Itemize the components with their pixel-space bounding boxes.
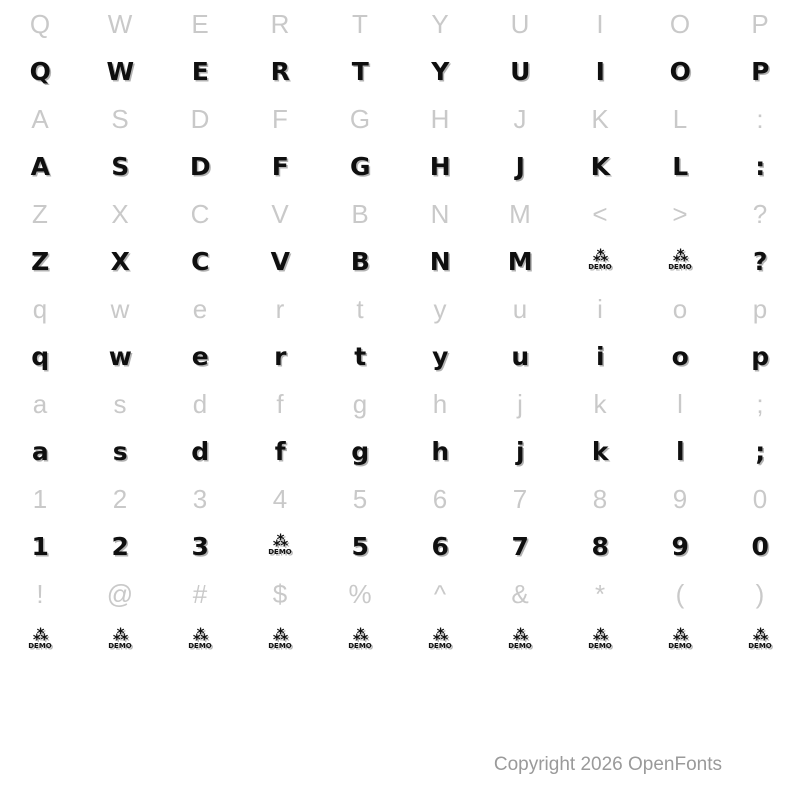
glyph-cell: G: [349, 152, 371, 181]
glyph-cell: o: [672, 294, 688, 324]
glyph-row-reference: [0, 95, 800, 143]
glyph-cell: (: [675, 579, 685, 609]
demo-sparkle-icon: ⁂: [272, 531, 288, 550]
demo-sparkle-icon: ⁂: [112, 626, 128, 644]
glyph-cell: R: [270, 57, 290, 86]
glyph-cell: Q: [29, 9, 51, 39]
glyph-cell: [560, 618, 640, 664]
glyph-cell: 7: [511, 532, 529, 561]
glyph-cell: ?: [752, 247, 767, 276]
glyph-cell: $: [272, 579, 288, 609]
glyph-cell: 9: [671, 532, 689, 561]
glyph-cell: W: [107, 9, 133, 39]
glyph-cell: [720, 618, 800, 664]
glyph-cell: E: [191, 57, 209, 86]
glyph-cell: 6: [432, 484, 448, 514]
glyph-cell: y: [432, 342, 448, 371]
demo-label: DEMO: [268, 642, 292, 650]
demo-label: DEMO: [348, 642, 372, 650]
glyph-cell: l: [677, 389, 683, 419]
glyph-cell: 7: [512, 484, 528, 514]
demo-sparkle-icon: ⁂: [592, 626, 608, 644]
glyph-cell: 2: [111, 532, 129, 561]
glyph-cell: J: [513, 104, 527, 134]
glyph-cell: X: [111, 199, 129, 229]
glyph-cell: [640, 618, 720, 664]
demo-label: DEMO: [108, 642, 132, 650]
glyph-cell: <: [592, 199, 608, 229]
glyph-cell: ): [755, 579, 765, 609]
glyph-cell: f: [276, 389, 284, 419]
glyph-cell: [480, 618, 560, 664]
glyph-row-reference: [0, 190, 800, 238]
glyph-cell: D: [189, 152, 211, 181]
glyph-cell: d: [192, 389, 208, 419]
glyph-cell: E: [191, 9, 209, 39]
glyph-cell: y: [433, 294, 447, 324]
glyph-row-sample: [0, 523, 800, 570]
demo-watermark-icon: [747, 628, 773, 654]
glyph-cell: [240, 523, 320, 570]
glyph-cell: %: [348, 579, 372, 609]
demo-label: DEMO: [588, 262, 612, 271]
glyph-cell: Y: [431, 9, 449, 39]
glyph-cell: p: [752, 294, 768, 324]
glyph-cell: t: [354, 342, 366, 371]
glyph-cell: a: [32, 389, 48, 419]
glyph-row-reference: [0, 285, 800, 333]
glyph-cell: D: [190, 104, 210, 134]
glyph-cell: T: [351, 57, 369, 86]
glyph-cell: 1: [32, 484, 48, 514]
glyph-cell: g: [351, 437, 369, 466]
glyph-cell: h: [432, 389, 448, 419]
glyph-cell: h: [431, 437, 449, 466]
demo-watermark-icon: [267, 531, 293, 560]
glyph-cell: G: [349, 104, 371, 134]
glyph-cell: f: [274, 437, 286, 466]
demo-label: DEMO: [28, 642, 52, 650]
glyph-cell: M: [509, 199, 531, 229]
glyph-cell: H: [429, 152, 451, 181]
glyph-cell: j: [517, 389, 523, 419]
glyph-cell: [0, 618, 80, 664]
glyph-cell: p: [751, 342, 769, 371]
glyph-cell: [400, 618, 480, 664]
glyph-cell: ;: [756, 389, 764, 419]
glyph-cell: 0: [752, 484, 768, 514]
glyph-cell: U: [510, 57, 530, 86]
glyph-cell: i: [595, 342, 605, 371]
glyph-cell: 5: [351, 532, 369, 561]
glyph-cell: d: [191, 437, 209, 466]
glyph-cell: X: [110, 247, 130, 276]
demo-watermark-icon: [507, 628, 533, 654]
demo-watermark-icon: [587, 628, 613, 654]
demo-sparkle-icon: ⁂: [432, 626, 448, 644]
glyph-row-sample: [0, 238, 800, 285]
demo-watermark-icon: [267, 628, 293, 654]
glyph-cell: B: [350, 247, 370, 276]
glyph-cell: L: [672, 152, 688, 181]
glyph-cell: q: [31, 342, 49, 371]
demo-sparkle-icon: ⁂: [352, 626, 368, 644]
glyph-cell: B: [351, 199, 369, 229]
glyph-cell: [160, 618, 240, 664]
glyph-cell: ?: [752, 199, 768, 229]
glyph-cell: 9: [672, 484, 688, 514]
glyph-cell: N: [429, 247, 451, 276]
glyph-cell: V: [270, 247, 290, 276]
glyph-cell: 2: [112, 484, 128, 514]
glyph-row-sample: [0, 333, 800, 380]
glyph-cell: s: [112, 437, 128, 466]
demo-sparkle-icon: ⁂: [192, 626, 208, 644]
glyph-cell: q: [32, 294, 48, 324]
demo-label: DEMO: [668, 262, 692, 271]
glyph-cell: F: [271, 152, 289, 181]
glyph-cell: 3: [191, 532, 209, 561]
demo-watermark-icon: [107, 628, 133, 654]
glyph-cell: K: [591, 104, 609, 134]
glyph-cell: Q: [29, 57, 51, 86]
glyph-cell: k: [593, 389, 607, 419]
glyph-row-reference: [0, 570, 800, 618]
glyph-cell: N: [430, 199, 450, 229]
glyph-cell: S: [111, 152, 129, 181]
glyph-cell: :: [755, 152, 765, 181]
glyph-cell: T: [352, 9, 368, 39]
demo-sparkle-icon: ⁂: [32, 626, 48, 644]
demo-watermark-icon: [587, 246, 613, 275]
glyph-cell: C: [190, 199, 210, 229]
glyph-row-reference: [0, 0, 800, 48]
glyph-cell: I: [595, 57, 605, 86]
glyph-cell: o: [671, 342, 689, 371]
demo-sparkle-icon: ⁂: [272, 626, 288, 644]
glyph-cell: &: [511, 579, 529, 609]
demo-watermark-icon: [427, 628, 453, 654]
demo-watermark-icon: [347, 628, 373, 654]
glyph-cell: w: [110, 294, 130, 324]
glyph-cell: ^: [433, 579, 447, 609]
demo-watermark-icon: [667, 628, 693, 654]
glyph-cell: w: [108, 342, 132, 371]
glyph-cell: 5: [352, 484, 368, 514]
glyph-cell: [640, 238, 720, 285]
demo-label: DEMO: [188, 642, 212, 650]
glyph-row-sample: [0, 48, 800, 95]
demo-sparkle-icon: ⁂: [752, 626, 768, 644]
demo-label: DEMO: [748, 642, 772, 650]
glyph-cell: @: [106, 579, 134, 609]
demo-watermark-icon: [187, 628, 213, 654]
glyph-cell: [560, 238, 640, 285]
glyph-cell: P: [751, 57, 769, 86]
glyph-cell: u: [511, 342, 529, 371]
demo-label: DEMO: [428, 642, 452, 650]
demo-watermark-icon: [27, 628, 53, 654]
glyph-row-sample: [0, 143, 800, 190]
demo-sparkle-icon: ⁂: [512, 626, 528, 644]
glyph-cell: O: [669, 9, 691, 39]
glyph-cell: U: [510, 9, 530, 39]
glyph-cell: W: [106, 57, 134, 86]
glyph-row-sample: [0, 618, 800, 664]
copyright-notice: Copyright 2026 OpenFonts: [493, 754, 722, 775]
glyph-cell: e: [192, 294, 208, 324]
glyph-cell: e: [191, 342, 209, 371]
glyph-cell: F: [272, 104, 288, 134]
glyph-cell: *: [594, 579, 606, 609]
glyph-cell: :: [756, 104, 764, 134]
demo-label: DEMO: [588, 642, 612, 650]
glyph-cell: [80, 618, 160, 664]
glyph-cell: 4: [272, 484, 288, 514]
glyph-cell: k: [591, 437, 609, 466]
glyph-cell: P: [751, 9, 769, 39]
glyph-cell: g: [352, 389, 368, 419]
glyph-cell: H: [430, 104, 450, 134]
demo-label: DEMO: [668, 642, 692, 650]
glyph-cell: j: [515, 437, 525, 466]
demo-watermark-icon: [667, 246, 693, 275]
glyph-cell: S: [111, 104, 129, 134]
glyph-cell: Z: [32, 199, 48, 229]
glyph-cell: s: [113, 389, 127, 419]
glyph-cell: 3: [192, 484, 208, 514]
glyph-cell: R: [270, 9, 290, 39]
glyph-cell: M: [507, 247, 533, 276]
glyph-cell: u: [512, 294, 528, 324]
glyph-cell: C: [191, 247, 209, 276]
glyph-cell: 8: [591, 532, 609, 561]
glyph-cell: I: [596, 9, 604, 39]
glyph-cell: r: [275, 294, 285, 324]
demo-label: DEMO: [268, 547, 292, 556]
demo-label: DEMO: [508, 642, 532, 650]
glyph-cell: >: [672, 199, 688, 229]
glyph-cell: ;: [755, 437, 765, 466]
glyph-cell: Y: [431, 57, 449, 86]
glyph-cell: [320, 618, 400, 664]
glyph-cell: t: [356, 294, 364, 324]
glyph-cell: V: [271, 199, 289, 229]
glyph-cell: A: [31, 104, 49, 134]
glyph-cell: Z: [31, 247, 49, 276]
glyph-cell: a: [31, 437, 49, 466]
glyph-cell: #: [192, 579, 208, 609]
glyph-cell: l: [675, 437, 685, 466]
glyph-cell: 8: [592, 484, 608, 514]
glyph-cell: r: [274, 342, 286, 371]
demo-sparkle-icon: ⁂: [592, 246, 608, 265]
glyph-cell: i: [597, 294, 603, 324]
glyph-row-reference: [0, 380, 800, 428]
glyph-cell: [240, 618, 320, 664]
glyph-cell: 0: [751, 532, 769, 561]
glyph-row-sample: [0, 428, 800, 475]
demo-sparkle-icon: ⁂: [672, 246, 688, 265]
glyph-row-reference: [0, 475, 800, 523]
demo-sparkle-icon: ⁂: [672, 626, 688, 644]
glyph-cell: O: [669, 57, 691, 86]
glyph-cell: !: [36, 579, 44, 609]
glyph-cell: 6: [431, 532, 449, 561]
glyph-cell: L: [672, 104, 688, 134]
glyph-cell: K: [590, 152, 610, 181]
glyph-cell: A: [30, 152, 50, 181]
glyph-cell: 1: [31, 532, 49, 561]
glyph-cell: J: [515, 152, 525, 181]
